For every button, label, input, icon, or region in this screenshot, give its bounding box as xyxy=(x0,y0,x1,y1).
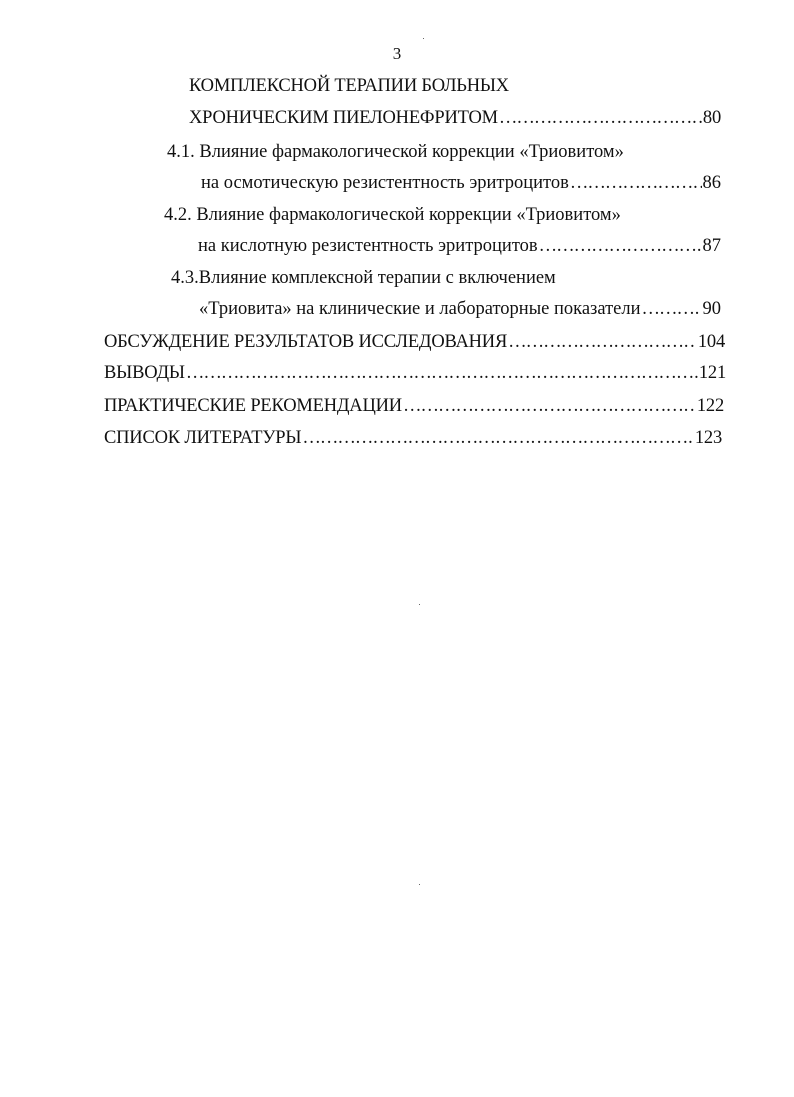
toc-entry-text: ВЫВОДЫ xyxy=(104,363,185,383)
toc-leader-dots xyxy=(403,393,696,419)
scan-speck xyxy=(419,604,420,605)
toc-page-number: 122 xyxy=(696,396,724,416)
toc-entry-text: 4.3.Влияние комплексной терапии с включением xyxy=(171,268,556,288)
toc-leader-dots xyxy=(186,360,698,386)
toc-page-number: 80 xyxy=(702,108,721,128)
toc-entry-text: на кислотную резистентность эритроцитов xyxy=(198,236,538,256)
toc-page-number: 87 xyxy=(702,236,721,256)
toc-entry-text: ХРОНИЧЕСКИМ ПИЕЛОНЕФРИТОМ xyxy=(189,108,498,128)
toc-page-number: 123 xyxy=(694,428,722,448)
toc-entry-text: на осмотическую резистентность эритроцитов xyxy=(201,173,569,193)
toc-line xyxy=(167,139,624,165)
toc-entry-text: ПРАКТИЧЕСКИЕ РЕКОМЕНДАЦИИ xyxy=(104,396,402,416)
toc-page-number: 86 xyxy=(702,173,721,193)
toc-line xyxy=(199,296,721,322)
toc-entry-text: 4.2. Влияние фармакологической коррекции «Триовитом» xyxy=(164,205,621,225)
toc-page-number: 121 xyxy=(698,363,726,383)
toc-leader-dots xyxy=(302,425,694,451)
toc-entry-text: «Триовита» на клинические и лабораторные показатели xyxy=(199,299,641,319)
toc-leader-dots xyxy=(508,329,697,355)
toc-entry-text: 4.1. Влияние фармакологической коррекции «Триовитом» xyxy=(167,142,624,162)
toc-entry-text: КОМПЛЕКСНОЙ ТЕРАПИИ БОЛЬНЫХ xyxy=(189,76,509,96)
toc-line xyxy=(104,329,725,355)
toc-line xyxy=(198,233,721,259)
toc-line xyxy=(201,170,721,196)
toc-page-number: 104 xyxy=(697,332,725,352)
toc-leader-dots xyxy=(570,170,702,196)
toc-leader-dots xyxy=(499,105,702,131)
toc-line xyxy=(164,202,621,228)
page-number: 3 xyxy=(392,44,402,63)
toc-leader-dots xyxy=(539,233,702,259)
scan-speck xyxy=(419,884,420,885)
toc-line xyxy=(104,425,722,451)
toc-line xyxy=(104,393,724,419)
toc-line xyxy=(189,105,721,131)
toc-entry-text: СПИСОК ЛИТЕРАТУРЫ xyxy=(104,428,302,448)
toc-line xyxy=(104,360,726,386)
toc-page-number: 90 xyxy=(702,299,721,319)
toc-leader-dots xyxy=(642,296,702,322)
toc-line xyxy=(171,265,556,291)
toc-entry-text: ОБСУЖДЕНИЕ РЕЗУЛЬТАТОВ ИССЛЕДОВАНИЯ xyxy=(104,332,508,352)
scan-speck xyxy=(423,38,424,39)
toc-line xyxy=(189,73,509,99)
